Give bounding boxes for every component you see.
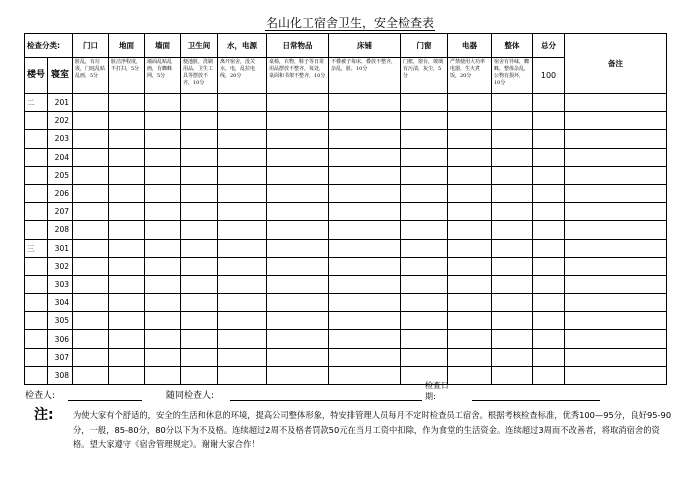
score-cell[interactable]	[73, 366, 109, 384]
score-cell[interactable]	[329, 348, 401, 366]
score-cell[interactable]	[181, 94, 218, 112]
note-cell[interactable]	[565, 275, 667, 293]
score-cell[interactable]	[181, 330, 218, 348]
table-row	[25, 330, 667, 348]
date-label-line1: 检查日	[425, 381, 449, 390]
note-cell[interactable]	[565, 184, 667, 202]
category-header: 卫生间	[181, 34, 218, 58]
note-label: 注:	[34, 407, 54, 423]
inspector-label: 检查人:	[25, 391, 56, 401]
score-cell[interactable]	[181, 257, 218, 275]
score-cell[interactable]	[73, 257, 109, 275]
score-cell[interactable]	[267, 94, 329, 112]
note-cell[interactable]	[565, 257, 667, 275]
score-cell[interactable]	[401, 166, 448, 184]
score-cell[interactable]	[492, 184, 533, 202]
room-number: 306	[48, 330, 73, 348]
score-cell[interactable]	[145, 184, 181, 202]
score-cell[interactable]	[145, 257, 181, 275]
floor-cell	[25, 112, 48, 130]
score-cell[interactable]	[329, 221, 401, 239]
page-title	[0, 14, 700, 31]
floor-cell	[25, 184, 48, 202]
score-cell[interactable]	[448, 275, 492, 293]
score-cell[interactable]	[218, 148, 267, 166]
floor-cell	[25, 366, 48, 384]
score-cell[interactable]	[73, 294, 109, 312]
criteria-cell: 宿舍有异味，蜘蛛，整体杂乱，公物有损坏，10分	[492, 58, 533, 94]
score-cell[interactable]	[448, 112, 492, 130]
score-cell[interactable]	[109, 184, 145, 202]
score-cell[interactable]	[267, 184, 329, 202]
note-cell[interactable]	[565, 166, 667, 184]
page-title-text: 名山化工宿舍卫生，安全检查表	[265, 16, 434, 30]
score-cell[interactable]	[401, 294, 448, 312]
score-cell[interactable]	[401, 112, 448, 130]
score-cell[interactable]	[218, 203, 267, 221]
score-cell[interactable]	[492, 275, 533, 293]
score-cell[interactable]	[181, 221, 218, 239]
table-row	[25, 130, 667, 148]
room-number: 202	[48, 112, 73, 130]
floor-cell	[25, 203, 48, 221]
score-cell[interactable]	[181, 148, 218, 166]
note-cell[interactable]	[565, 294, 667, 312]
score-cell[interactable]	[109, 148, 145, 166]
score-cell[interactable]	[401, 257, 448, 275]
score-cell[interactable]	[492, 148, 533, 166]
score-cell[interactable]	[181, 130, 218, 148]
score-cell[interactable]	[109, 348, 145, 366]
score-cell[interactable]	[492, 221, 533, 239]
score-cell[interactable]	[218, 330, 267, 348]
total-cell[interactable]	[533, 239, 565, 257]
floor-cell	[25, 221, 48, 239]
score-cell[interactable]	[145, 366, 181, 384]
category-header: 床铺	[329, 34, 401, 58]
score-cell[interactable]	[109, 94, 145, 112]
room-number: 207	[48, 203, 73, 221]
category-header: 水，电源	[218, 34, 267, 58]
score-cell[interactable]	[181, 294, 218, 312]
criteria-cell: 门框，窗台，玻璃有污渍，灰尘，5分	[401, 58, 448, 94]
room-number: 308	[48, 366, 73, 384]
room-rows	[25, 94, 667, 385]
score-cell[interactable]	[267, 112, 329, 130]
score-cell[interactable]	[267, 221, 329, 239]
note-cell[interactable]	[565, 221, 667, 239]
score-cell[interactable]	[73, 94, 109, 112]
score-cell[interactable]	[218, 184, 267, 202]
category-header: 门窗	[401, 34, 448, 58]
score-cell[interactable]	[218, 112, 267, 130]
score-cell[interactable]	[448, 130, 492, 148]
score-cell[interactable]	[145, 239, 181, 257]
total-cell[interactable]	[533, 312, 565, 330]
total-cell[interactable]	[533, 294, 565, 312]
table-row	[25, 239, 667, 257]
category-label: 检查分类:	[25, 34, 73, 58]
table-row	[25, 275, 667, 293]
score-cell[interactable]	[401, 130, 448, 148]
floor-cell	[25, 275, 48, 293]
score-cell[interactable]	[73, 184, 109, 202]
score-cell[interactable]	[73, 239, 109, 257]
score-cell[interactable]	[145, 94, 181, 112]
room-number: 303	[48, 275, 73, 293]
note-cell[interactable]	[565, 130, 667, 148]
table-row	[25, 112, 667, 130]
score-cell[interactable]	[267, 366, 329, 384]
table-row	[25, 148, 667, 166]
room-number: 201	[48, 94, 73, 112]
score-cell[interactable]	[448, 148, 492, 166]
score-cell[interactable]	[145, 203, 181, 221]
total-cell[interactable]	[533, 348, 565, 366]
score-cell[interactable]	[181, 239, 218, 257]
score-cell[interactable]	[448, 366, 492, 384]
score-cell[interactable]	[218, 94, 267, 112]
score-cell[interactable]	[145, 330, 181, 348]
category-header: 地面	[109, 34, 145, 58]
note-cell[interactable]	[565, 203, 667, 221]
score-cell[interactable]	[448, 94, 492, 112]
score-cell[interactable]	[145, 312, 181, 330]
score-cell[interactable]	[492, 366, 533, 384]
criteria-cell: 墙面乱贴乱画，有蜘蛛网，5分	[145, 58, 181, 94]
score-cell[interactable]	[109, 330, 145, 348]
criteria-cell: 严禁使用大功率电器，生火煮饭，20分	[448, 58, 492, 94]
note-cell[interactable]	[565, 239, 667, 257]
score-cell[interactable]	[109, 166, 145, 184]
score-cell[interactable]	[109, 112, 145, 130]
table-row	[25, 166, 667, 184]
total-cell[interactable]	[533, 203, 565, 221]
score-cell[interactable]	[181, 348, 218, 366]
score-cell[interactable]	[329, 239, 401, 257]
room-number: 203	[48, 130, 73, 148]
inspection-table	[24, 33, 667, 385]
total-header: 总分	[533, 34, 565, 58]
score-cell[interactable]	[145, 130, 181, 148]
score-cell[interactable]	[218, 366, 267, 384]
table-row	[25, 348, 667, 366]
room-number: 205	[48, 166, 73, 184]
score-cell[interactable]	[329, 94, 401, 112]
score-cell[interactable]	[329, 166, 401, 184]
score-cell[interactable]	[492, 294, 533, 312]
floor-cell	[25, 148, 48, 166]
score-cell[interactable]	[218, 348, 267, 366]
note-cell[interactable]	[565, 366, 667, 384]
table-row	[25, 184, 667, 202]
score-cell[interactable]	[401, 239, 448, 257]
score-cell[interactable]	[73, 348, 109, 366]
floor-cell: 三	[25, 239, 48, 257]
score-cell[interactable]	[492, 130, 533, 148]
score-cell[interactable]	[329, 257, 401, 275]
score-cell[interactable]	[109, 275, 145, 293]
category-header: 电器	[448, 34, 492, 58]
score-cell[interactable]	[448, 330, 492, 348]
score-cell[interactable]	[181, 312, 218, 330]
floor-cell	[25, 130, 48, 148]
room-header: 寝室	[48, 58, 73, 94]
room-number: 304	[48, 294, 73, 312]
score-cell[interactable]	[492, 312, 533, 330]
score-cell[interactable]	[145, 166, 181, 184]
score-cell[interactable]	[492, 203, 533, 221]
score-cell[interactable]	[401, 330, 448, 348]
score-cell[interactable]	[492, 330, 533, 348]
score-cell[interactable]	[492, 348, 533, 366]
score-cell[interactable]	[267, 312, 329, 330]
criteria-cell: 便池脏，洗刷用品，卫生工具等摆放不齐，10分	[181, 58, 218, 94]
score-cell[interactable]	[448, 239, 492, 257]
score-cell[interactable]	[448, 348, 492, 366]
co-inspector-signature-line[interactable]	[230, 400, 422, 401]
score-cell[interactable]	[218, 166, 267, 184]
total-cell[interactable]	[533, 275, 565, 293]
category-header: 门口	[73, 34, 109, 58]
score-cell[interactable]	[492, 257, 533, 275]
score-cell[interactable]	[448, 257, 492, 275]
score-cell[interactable]	[181, 203, 218, 221]
category-header: 墙面	[145, 34, 181, 58]
total-cell[interactable]	[533, 257, 565, 275]
criteria-cell: 脏洁净程度，不打扫，5分	[109, 58, 145, 94]
room-number: 307	[48, 348, 73, 366]
score-cell[interactable]	[401, 221, 448, 239]
score-cell[interactable]	[267, 166, 329, 184]
score-cell[interactable]	[267, 330, 329, 348]
score-cell[interactable]	[492, 112, 533, 130]
score-cell[interactable]	[267, 275, 329, 293]
score-cell[interactable]	[181, 184, 218, 202]
score-cell[interactable]	[73, 130, 109, 148]
score-cell[interactable]	[109, 294, 145, 312]
score-cell[interactable]	[267, 239, 329, 257]
room-number: 204	[48, 148, 73, 166]
criteria-cell: 桌椅，衣物，鞋子等日常用品摆放不整齐，每处，桌面和书架不整齐，10分	[267, 58, 329, 94]
score-cell[interactable]	[181, 275, 218, 293]
note-header: 备注	[565, 34, 667, 94]
score-cell[interactable]	[267, 148, 329, 166]
score-cell[interactable]	[218, 130, 267, 148]
floor-cell	[25, 257, 48, 275]
header-row	[25, 34, 667, 58]
table-row	[25, 221, 667, 239]
note-cell[interactable]	[565, 348, 667, 366]
room-number: 208	[48, 221, 73, 239]
floor-cell	[25, 294, 48, 312]
score-cell[interactable]	[73, 221, 109, 239]
score-cell[interactable]	[401, 348, 448, 366]
score-cell[interactable]	[73, 166, 109, 184]
score-cell[interactable]	[401, 312, 448, 330]
score-cell[interactable]	[145, 294, 181, 312]
total-cell[interactable]	[533, 148, 565, 166]
score-cell[interactable]	[267, 130, 329, 148]
score-cell[interactable]	[329, 366, 401, 384]
score-cell[interactable]	[73, 330, 109, 348]
category-header: 整体	[492, 34, 533, 58]
total-cell[interactable]	[533, 184, 565, 202]
score-cell[interactable]	[145, 112, 181, 130]
score-cell[interactable]	[218, 239, 267, 257]
score-cell[interactable]	[329, 312, 401, 330]
inspector-signature-line[interactable]	[68, 400, 142, 401]
score-cell[interactable]	[267, 294, 329, 312]
score-cell[interactable]	[329, 203, 401, 221]
criteria-cell: 脏乱，有垃圾，门庭乱贴乱画，5分	[73, 58, 109, 94]
co-inspector-label: 随同检查人:	[166, 391, 215, 401]
total-cell[interactable]	[533, 366, 565, 384]
score-cell[interactable]	[401, 203, 448, 221]
score-cell[interactable]	[145, 221, 181, 239]
floor-header: 楼号	[25, 58, 48, 94]
note-text: 为使大家有个舒适的，安全的生活和休息的环境，提高公司整体形象，特安排管理人员每月不定时检查员工宿舍。根据考核检查标准，优秀100—95分，良好95-90分，一般，85-80分，80分以下为不及格。连续超过2周不及格者罚款50元在当月工资中扣除，作为食堂的生活资金。连续超过3周而不改善者，将取消宿舍的资格。望大家遵守《宿舍管理规定》。谢谢大家合作！	[73, 410, 672, 449]
note-cell[interactable]	[565, 112, 667, 130]
score-cell[interactable]	[492, 239, 533, 257]
score-cell[interactable]	[401, 184, 448, 202]
score-cell[interactable]	[73, 312, 109, 330]
floor-cell	[25, 330, 48, 348]
score-cell[interactable]	[329, 148, 401, 166]
score-cell[interactable]	[218, 257, 267, 275]
note-cell[interactable]	[565, 330, 667, 348]
floor-cell	[25, 348, 48, 366]
score-cell[interactable]	[401, 275, 448, 293]
score-cell[interactable]	[329, 294, 401, 312]
floor-cell: 二	[25, 94, 48, 112]
score-cell[interactable]	[145, 275, 181, 293]
score-cell[interactable]	[267, 348, 329, 366]
table-row	[25, 203, 667, 221]
table-row	[25, 312, 667, 330]
score-cell[interactable]	[181, 112, 218, 130]
total-value: 100	[533, 58, 565, 94]
score-cell[interactable]	[448, 203, 492, 221]
table-row	[25, 294, 667, 312]
score-cell[interactable]	[329, 184, 401, 202]
score-cell[interactable]	[109, 239, 145, 257]
score-cell[interactable]	[218, 294, 267, 312]
total-cell[interactable]	[533, 221, 565, 239]
score-cell[interactable]	[73, 203, 109, 221]
score-cell[interactable]	[329, 330, 401, 348]
score-cell[interactable]	[73, 112, 109, 130]
score-cell[interactable]	[329, 130, 401, 148]
table-row	[25, 366, 667, 384]
score-cell[interactable]	[181, 366, 218, 384]
note-cell[interactable]	[565, 148, 667, 166]
room-number: 206	[48, 184, 73, 202]
score-cell[interactable]	[109, 312, 145, 330]
total-cell[interactable]	[533, 94, 565, 112]
score-cell[interactable]	[145, 148, 181, 166]
score-cell[interactable]	[109, 257, 145, 275]
table-row	[25, 94, 667, 112]
room-number: 305	[48, 312, 73, 330]
room-number: 301	[48, 239, 73, 257]
score-cell[interactable]	[329, 112, 401, 130]
criteria-cell: 离开宿舍，没关水，电，乱拉电线，20分	[218, 58, 267, 94]
floor-cell	[25, 312, 48, 330]
note-cell[interactable]	[565, 94, 667, 112]
score-cell[interactable]	[401, 148, 448, 166]
score-cell[interactable]	[448, 184, 492, 202]
criteria-cell: 不叠被子每床，叠放不整齐，杂乱，脏，10分	[329, 58, 401, 94]
total-cell[interactable]	[533, 130, 565, 148]
score-cell[interactable]	[448, 312, 492, 330]
table-row	[25, 257, 667, 275]
score-cell[interactable]	[448, 294, 492, 312]
score-cell[interactable]	[109, 221, 145, 239]
score-cell[interactable]	[218, 221, 267, 239]
score-cell[interactable]	[145, 348, 181, 366]
note-cell[interactable]	[565, 312, 667, 330]
category-header: 日常物品	[267, 34, 329, 58]
score-cell[interactable]	[448, 166, 492, 184]
total-cell[interactable]	[533, 112, 565, 130]
score-cell[interactable]	[109, 366, 145, 384]
score-cell[interactable]	[267, 257, 329, 275]
score-cell[interactable]	[73, 275, 109, 293]
date-label-line2: 期:	[425, 392, 436, 401]
date-line[interactable]	[472, 400, 600, 401]
score-cell[interactable]	[218, 312, 267, 330]
score-cell[interactable]	[181, 166, 218, 184]
score-cell[interactable]	[329, 275, 401, 293]
score-cell[interactable]	[73, 148, 109, 166]
score-cell[interactable]	[109, 203, 145, 221]
score-cell[interactable]	[218, 275, 267, 293]
score-cell[interactable]	[401, 94, 448, 112]
floor-cell	[25, 166, 48, 184]
score-cell[interactable]	[109, 130, 145, 148]
score-cell[interactable]	[492, 94, 533, 112]
room-number: 302	[48, 257, 73, 275]
total-cell[interactable]	[533, 330, 565, 348]
score-cell[interactable]	[492, 166, 533, 184]
score-cell[interactable]	[267, 203, 329, 221]
score-cell[interactable]	[448, 221, 492, 239]
total-cell[interactable]	[533, 166, 565, 184]
